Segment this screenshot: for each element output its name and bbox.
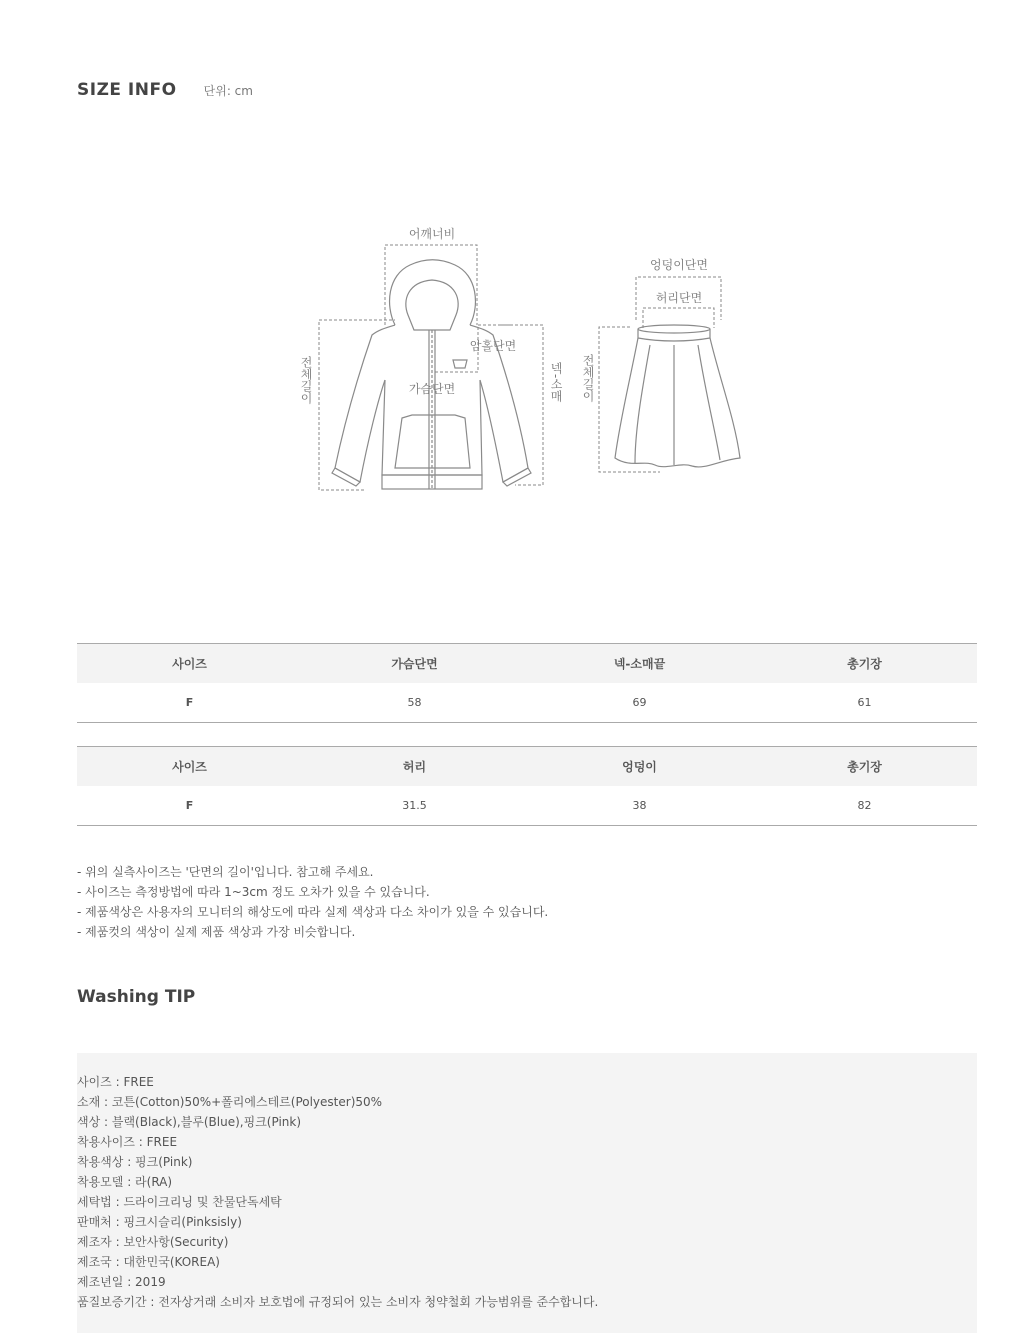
info-separator: : [100,1095,112,1109]
table-header-cell: 가슴단면 [302,644,527,684]
table-header-cell: 사이즈 [77,644,302,684]
info-value: 2019 [135,1275,166,1289]
table-row [77,683,977,723]
size-table-top [77,643,977,723]
info-value: FREE [146,1135,178,1149]
washing-tip-title: Washing TIP [77,987,196,1007]
info-row [77,1072,598,1092]
measure-lines [319,245,721,490]
info-label: 소재 [77,1095,101,1109]
info-row [77,1292,598,1312]
product-info-list [77,1072,598,1312]
info-value: 핑크(Pink) [135,1155,193,1169]
info-separator: : [134,1135,147,1149]
info-label: 착용모델 [77,1175,124,1189]
info-row [77,1112,598,1132]
note-line: - 제품컷의 색상이 실제 제품 색상과 가장 비슷합니다. [77,925,356,939]
info-label: 착용색상 [77,1155,124,1169]
info-value: 보안사항(Security) [123,1235,229,1249]
shoulder-label: 어깨너비 [408,227,456,241]
info-value: 대한민국(KOREA) [123,1255,220,1269]
total-length-label-top: 전체길이 [299,356,313,404]
info-label: 판매처 [77,1215,112,1229]
table-header-cell: 허리 [302,747,527,787]
table-header-cell: 사이즈 [77,747,302,787]
info-row [77,1152,598,1172]
measurement-diagram [290,220,760,510]
hip-label: 엉덩이단면 [650,258,708,272]
info-separator: : [123,1175,136,1189]
note-line: - 위의 실측사이즈는 '단면의 길이'입니다. 참고해 주세요. [77,865,374,879]
size-info-title: SIZE INFO [77,80,177,100]
table-header-cell: 총기장 [752,644,977,684]
info-separator: : [111,1255,124,1269]
info-value: FREE [123,1075,154,1089]
info-row [77,1092,598,1112]
info-row [77,1272,598,1292]
info-value: 핑크시슬리(Pinksisly) [123,1215,242,1229]
info-separator: : [146,1295,159,1309]
product-info-box [77,1053,977,1333]
info-value: 드라이크리닝 및 찬물단독세탁 [123,1195,282,1209]
info-label: 사이즈 [77,1075,112,1089]
table-cell: 69 [632,696,647,709]
table-cell: 31.5 [402,799,427,812]
info-separator: : [111,1215,124,1229]
info-row [77,1212,598,1232]
neck-sleeve-label: 넥-소매 [549,361,563,403]
info-label: 세탁법 [77,1195,112,1209]
info-row [77,1172,598,1192]
info-separator: : [111,1195,124,1209]
hoodie-illustration [332,260,531,489]
info-label: 품질보증기간 [77,1295,147,1309]
info-value: 블랙(Black),블루(Blue),핑크(Pink) [111,1115,302,1129]
info-separator: : [111,1075,124,1089]
info-row [77,1132,598,1152]
info-separator: : [123,1155,136,1169]
table-cell: 58 [407,696,422,709]
table-cell: F [185,696,194,709]
unit-label: 단위: cm [203,84,253,98]
table-cell: 38 [632,799,647,812]
info-separator: : [111,1235,124,1249]
table-header-cell: 넥-소매끝 [527,644,752,684]
table-header-cell: 엉덩이 [527,747,752,787]
size-table-bottom [77,746,977,826]
info-label: 제조년일 [77,1275,124,1289]
info-separator: : [100,1115,112,1129]
skirt-illustration [615,325,740,467]
table-header-cell: 총기장 [752,747,977,787]
info-row [77,1252,598,1272]
armhole-label: 암홀단면 [469,339,517,353]
table-header-row [77,644,977,684]
table-header-row [77,747,977,787]
info-label: 제조자 [77,1235,112,1249]
info-row [77,1192,598,1212]
table-cell: 82 [857,799,872,812]
note-line: - 제품색상은 사용자의 모니터의 해상도에 따라 실제 색상과 다소 차이가 있을 수 있습니다. [77,905,549,919]
info-value: 전자상거래 소비자 보호법에 규정되어 있는 소비자 청약철회 가능범위를 준수합니다. [158,1295,599,1309]
size-notes [77,862,548,942]
info-row [77,1232,598,1252]
info-label: 제조국 [77,1255,112,1269]
waist-label: 허리단면 [655,291,703,305]
total-length-label-bottom: 전체길이 [581,354,595,402]
table-cell: F [185,799,194,812]
table-cell: 61 [857,696,872,709]
chest-label: 가슴단면 [408,382,456,396]
info-value: 라(RA) [135,1175,173,1189]
size-info-header [77,80,253,100]
info-label: 착용사이즈 [77,1135,135,1149]
info-separator: : [123,1275,136,1289]
note-line: - 사이즈는 측정방법에 따라 1~3cm 정도 오차가 있을 수 있습니다. [77,885,430,899]
table-row [77,786,977,826]
info-label: 색상 [77,1115,101,1129]
info-value: 코튼(Cotton)50%+폴리에스테르(Polyester)50% [111,1095,383,1109]
